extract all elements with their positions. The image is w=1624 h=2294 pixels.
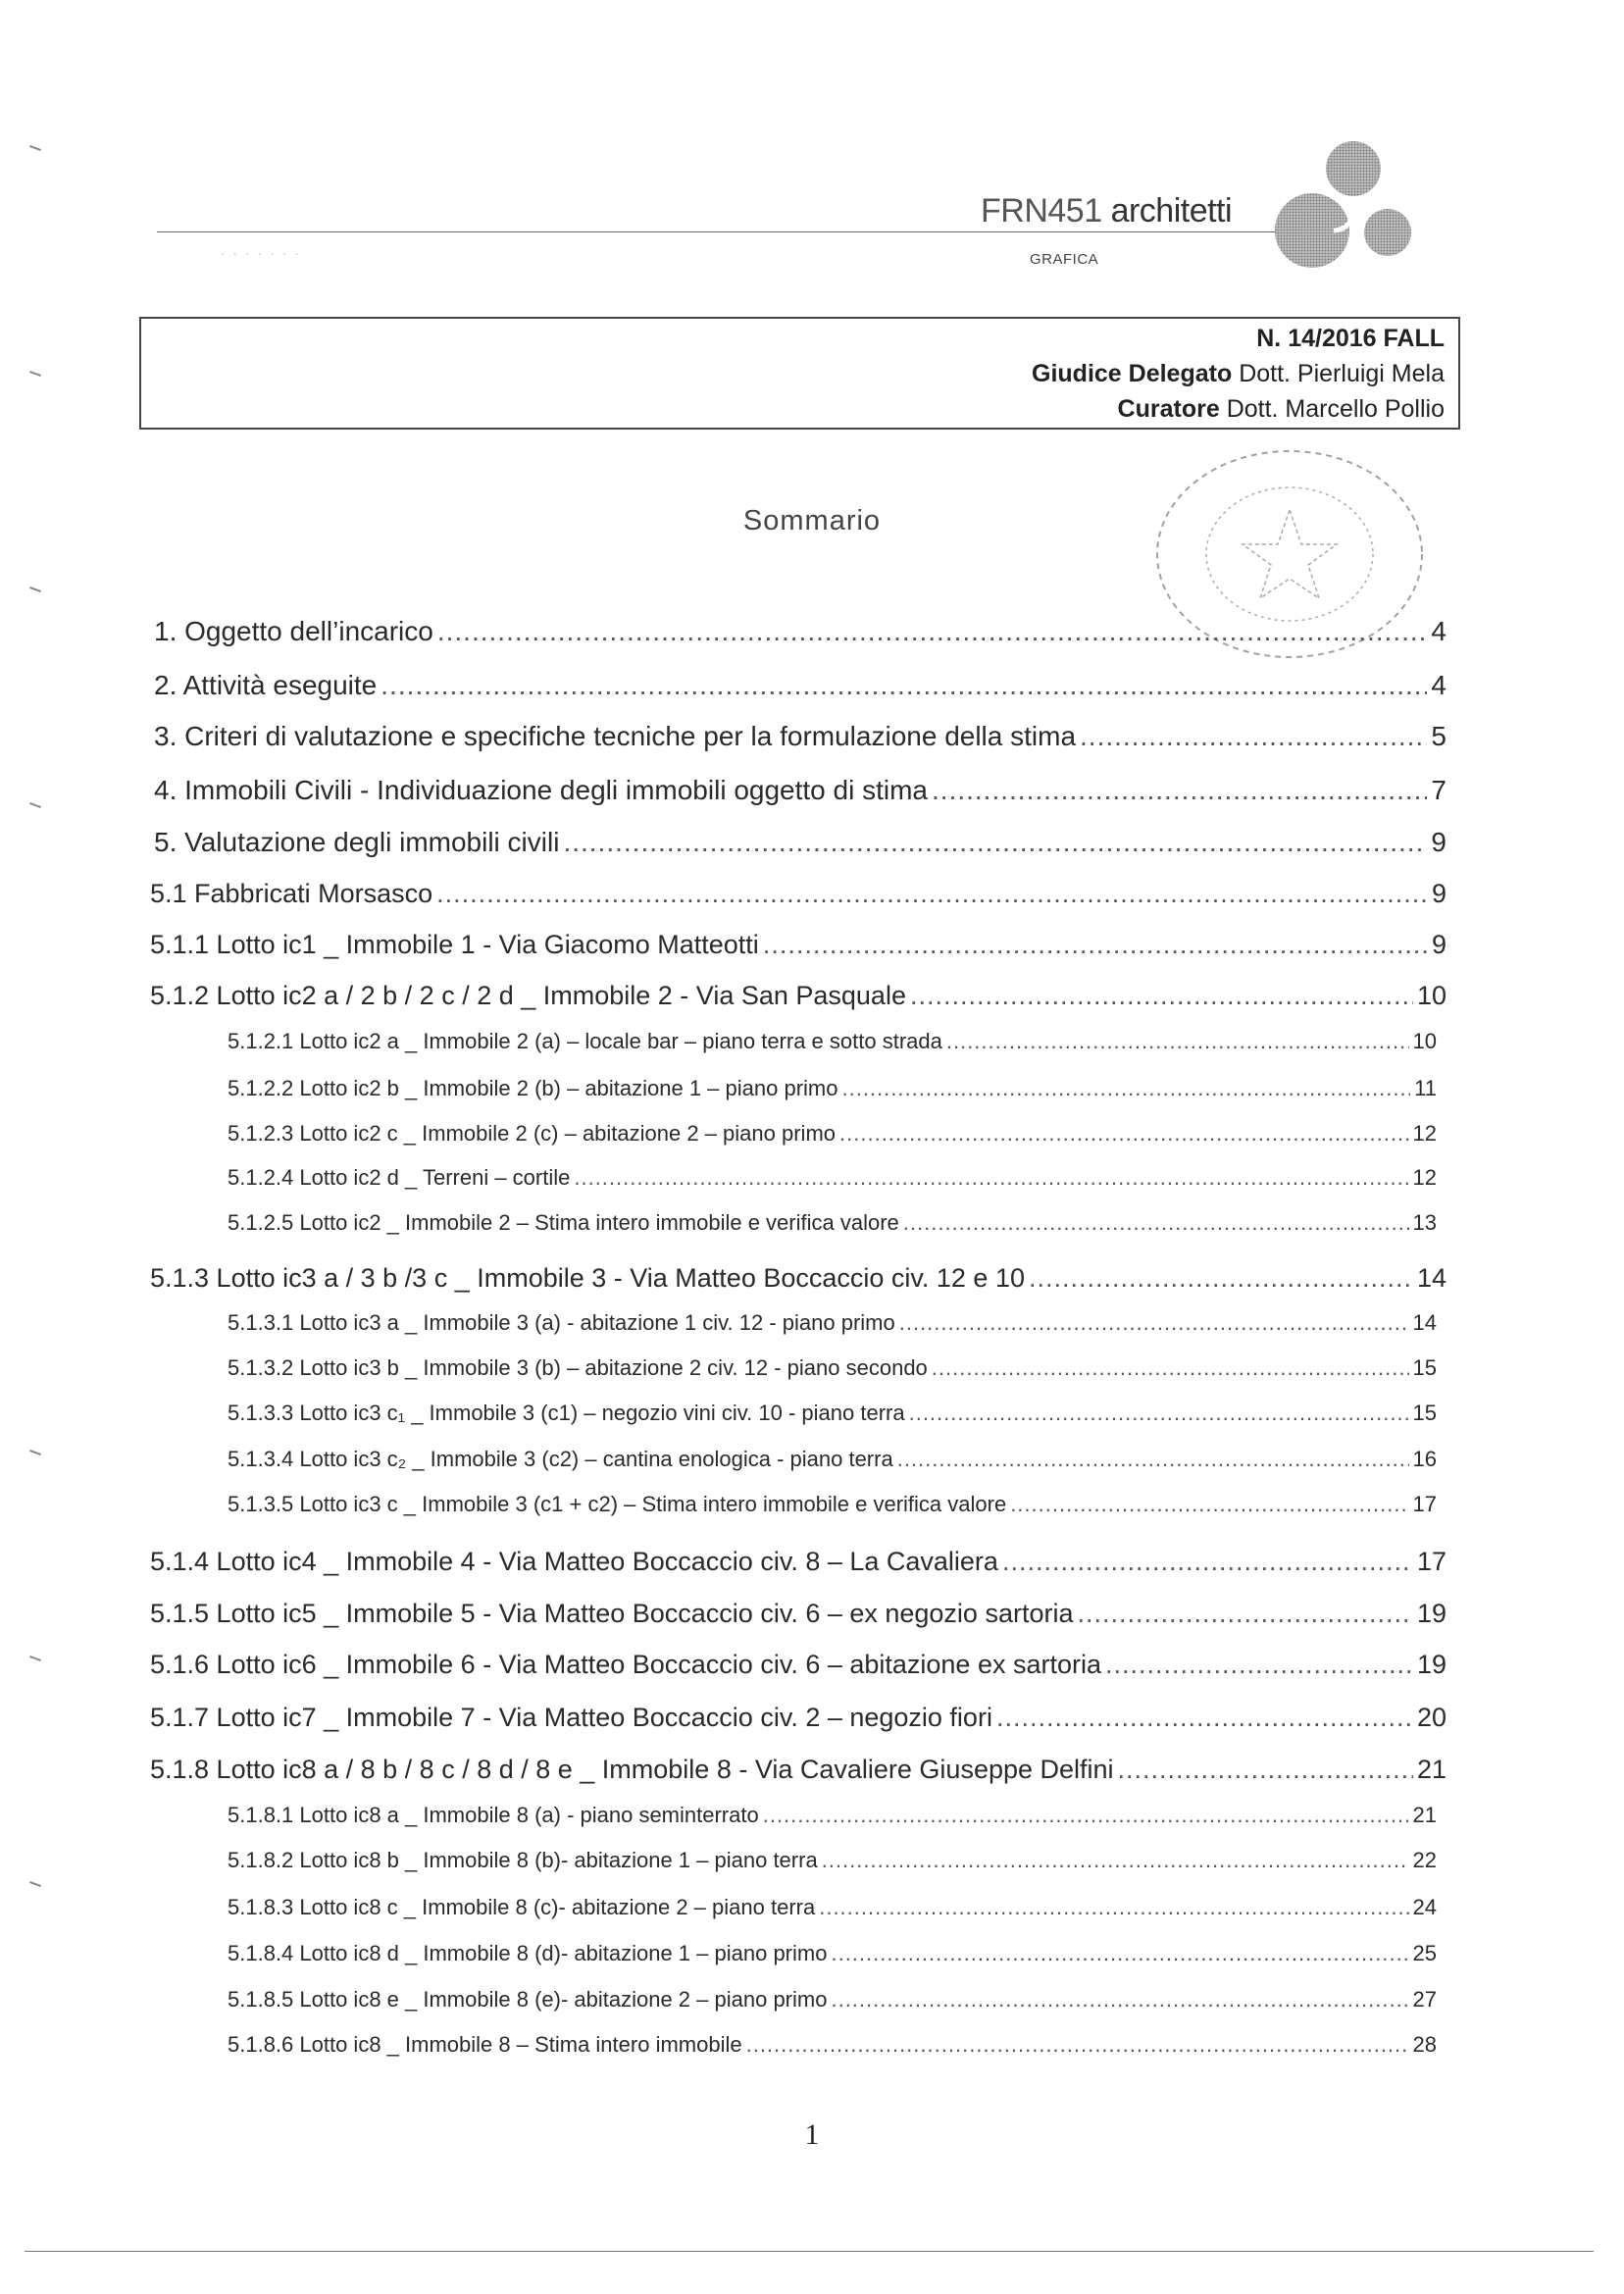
toc-entry-page: 12: [1412, 1165, 1437, 1190]
toc-entry[interactable]: [228, 1492, 1437, 1517]
toc-entry[interactable]: [228, 1165, 1437, 1191]
toc-entry-label: 5.1.1 Lotto ic1 _ Immobile 1 - Via Giacomo Matteotti: [150, 930, 759, 959]
toc-entry-page: 13: [1412, 1210, 1437, 1235]
toc-entry-label: 5.1.8.1 Lotto ic8 a _ Immobile 8 (a) - piano seminterrato: [228, 1803, 759, 1827]
toc-entry-label: 1. Oggetto dell’incarico: [154, 616, 433, 646]
header-rule: [157, 231, 1285, 232]
curator-line: [1118, 395, 1445, 424]
toc-entry-page: 5: [1431, 721, 1446, 751]
toc-leader-dots: [897, 1447, 1409, 1472]
toc-entry-page: 9: [1431, 879, 1446, 908]
toc-entry-page: 19: [1416, 1599, 1446, 1628]
toc-entry-label: 5.1.7 Lotto ic7 _ Immobile 7 - Via Matteo Boccaccio civ. 2 – negozio fiori: [150, 1703, 992, 1732]
judge-name: Dott. Pierluigi Mela: [1239, 360, 1445, 387]
toc-entry-page: 20: [1416, 1703, 1446, 1732]
toc-entry-label: 5.1.8.6 Lotto ic8 _ Immobile 8 – Stima intero immobile: [228, 2032, 742, 2057]
toc-entry-label: 5.1.8 Lotto ic8 a / 8 b / 8 c / 8 d / 8 e _ Immobile 8 - Via Cavaliere Giuseppe Delfini: [150, 1755, 1114, 1784]
logo-text: [981, 192, 1232, 230]
scan-mark: [29, 1450, 41, 1455]
toc-leader-dots: [910, 981, 1413, 1011]
toc-entry[interactable]: [154, 721, 1446, 752]
toc-entry-page: 10: [1416, 981, 1446, 1010]
toc-entry-label: 5.1.2.5 Lotto ic2 _ Immobile 2 – Stima intero immobile e verifica valore: [228, 1210, 899, 1235]
judge-line: [1032, 360, 1445, 388]
footer-rule: [25, 2251, 1594, 2252]
toc-entry-page: 15: [1412, 1401, 1437, 1425]
toc-entry[interactable]: [228, 1447, 1437, 1472]
toc-entry[interactable]: [228, 1848, 1437, 1873]
toc-entry[interactable]: [154, 670, 1446, 701]
toc-leader-dots: [1002, 1547, 1413, 1577]
toc-entry-page: 21: [1412, 1803, 1437, 1827]
toc-entry[interactable]: [228, 1210, 1437, 1236]
toc-entry[interactable]: [154, 827, 1446, 858]
toc-leader-dots: [1077, 1599, 1412, 1629]
toc-leader-dots: [1118, 1755, 1413, 1785]
toc-entry[interactable]: [228, 1941, 1437, 1966]
toc-entry-label: 5.1.3.4 Lotto ic3 c₂ _ Immobile 3 (c2) – cantina enologica - piano terra: [228, 1447, 893, 1471]
toc-entry[interactable]: [228, 1803, 1437, 1828]
toc-entry-label: 3. Criteri di valutazione e specifiche tecniche per la formulazione della stima: [154, 721, 1077, 751]
toc-entry[interactable]: [228, 1310, 1437, 1336]
logo-name: architetti: [1110, 192, 1233, 229]
toc-entry-page: 4: [1431, 670, 1446, 700]
toc-entry-label: 5.1.8.4 Lotto ic8 d _ Immobile 8 (d)- abitazione 1 – piano primo: [228, 1941, 828, 1965]
faint-scan-text: · · · · · · ·: [221, 245, 301, 261]
toc-entry-label: 5.1.4 Lotto ic4 _ Immobile 4 - Via Matteo Boccaccio civ. 8 – La Cavaliera: [150, 1547, 998, 1576]
scan-mark: [29, 1881, 41, 1887]
toc-entry-page: 19: [1416, 1650, 1446, 1679]
toc-leader-dots: [822, 1848, 1409, 1873]
toc-leader-dots: [763, 930, 1428, 960]
toc-leader-dots: [831, 1941, 1408, 1966]
toc-entry[interactable]: [228, 1401, 1437, 1426]
toc-entry-page: 9: [1431, 930, 1446, 959]
toc-entry[interactable]: [150, 1547, 1446, 1577]
page-number: 1: [804, 2118, 820, 2151]
toc-entry-label: 5.1.5 Lotto ic5 _ Immobile 5 - Via Matteo Boccaccio civ. 6 – ex negozio sartoria: [150, 1599, 1074, 1628]
toc-leader-dots: [841, 1076, 1410, 1101]
logo-circles-icon: [1265, 137, 1412, 284]
toc-leader-dots: [819, 1895, 1408, 1920]
toc-entry[interactable]: [150, 1703, 1446, 1733]
toc-entry-page: 27: [1412, 1987, 1437, 2012]
toc-entry-page: 16: [1412, 1447, 1437, 1471]
logo-number: FRN451: [981, 192, 1102, 229]
toc-leader-dots: [903, 1210, 1409, 1236]
toc-entry[interactable]: [150, 1650, 1446, 1680]
toc-entry-page: 17: [1416, 1547, 1446, 1576]
toc-leader-dots: [437, 616, 1428, 647]
toc-leader-dots: [563, 827, 1427, 858]
case-number: N. 14/2016 FALL: [1256, 325, 1445, 352]
toc-entry-label: 5.1.2.2 Lotto ic2 b _ Immobile 2 (b) – abitazione 1 – piano primo: [228, 1076, 838, 1100]
toc-entry[interactable]: [150, 981, 1446, 1011]
toc-entry[interactable]: [228, 1121, 1437, 1147]
toc-leader-dots: [946, 1029, 1409, 1054]
curator-name: Dott. Marcello Pollio: [1226, 395, 1445, 423]
toc-entry-page: 28: [1412, 2032, 1437, 2057]
toc-entry-label: 4. Immobili Civili - Individuazione degli immobili oggetto di stima: [154, 775, 928, 805]
toc-entry[interactable]: [154, 775, 1446, 806]
toc-entry-label: 5.1.3.2 Lotto ic3 b _ Immobile 3 (b) – abitazione 2 civ. 12 - piano secondo: [228, 1355, 928, 1380]
scan-mark: [29, 802, 41, 808]
toc-entry[interactable]: [228, 1895, 1437, 1920]
toc-leader-dots: [763, 1803, 1409, 1828]
toc-entry-page: 21: [1416, 1755, 1446, 1784]
judge-label: Giudice Delegato: [1032, 360, 1233, 387]
toc-entry-label: 5.1.6 Lotto ic6 _ Immobile 6 - Via Matteo Boccaccio civ. 6 – abitazione ex sartoria: [150, 1650, 1101, 1679]
toc-entry[interactable]: [150, 930, 1446, 960]
toc-entry-label: 5.1.2.4 Lotto ic2 d _ Terreni – cortile: [228, 1165, 571, 1190]
scan-mark: [29, 371, 41, 377]
toc-entry-page: 12: [1412, 1121, 1437, 1146]
toc-entry[interactable]: [150, 1263, 1446, 1294]
toc-leader-dots: [1029, 1263, 1413, 1294]
page-title: Sommario: [742, 505, 882, 536]
toc-entry[interactable]: [228, 1029, 1437, 1054]
case-info-box: [139, 317, 1460, 430]
toc-entry-label: 5.1.2.3 Lotto ic2 c _ Immobile 2 (c) – abitazione 2 – piano primo: [228, 1121, 837, 1146]
toc-leader-dots: [746, 2032, 1409, 2058]
toc-entry-page: 14: [1412, 1310, 1437, 1335]
toc-entry-label: 5.1.2 Lotto ic2 a / 2 b / 2 c / 2 d _ Immobile 2 - Via San Pasquale: [150, 981, 906, 1010]
toc-leader-dots: [1080, 721, 1427, 752]
toc-entry-page: 24: [1412, 1895, 1437, 1919]
toc-leader-dots: [839, 1121, 1409, 1147]
toc-leader-dots: [932, 1355, 1409, 1381]
toc-entry-label: 5.1.8.5 Lotto ic8 e _ Immobile 8 (e)- abitazione 2 – piano primo: [228, 1987, 828, 2012]
toc-leader-dots: [831, 1987, 1408, 2013]
toc-leader-dots: [996, 1703, 1413, 1733]
curator-label: Curatore: [1117, 395, 1220, 423]
toc-entry-label: 5.1.3.3 Lotto ic3 c₁ _ Immobile 3 (c1) – negozio vini civ. 10 - piano terra: [228, 1401, 905, 1425]
toc-entry-page: 4: [1431, 616, 1446, 646]
toc-entry-label: 5.1.3.5 Lotto ic3 c _ Immobile 3 (c1 + c2) – Stima intero immobile e verifica valore: [228, 1492, 1007, 1516]
toc-entry-label: 2. Attività eseguite: [154, 670, 378, 700]
toc-entry[interactable]: [228, 1987, 1437, 2013]
toc-entry-label: 5.1.2.1 Lotto ic2 a _ Immobile 2 (a) – locale bar – piano terra e sotto strada: [228, 1029, 942, 1053]
toc-entry-page: 11: [1414, 1076, 1437, 1100]
toc-entry[interactable]: [228, 1076, 1437, 1101]
toc-leader-dots: [909, 1401, 1409, 1426]
toc-leader-dots: [899, 1310, 1409, 1336]
toc-leader-dots: [1105, 1650, 1413, 1680]
toc-entry-page: 22: [1412, 1848, 1437, 1872]
toc-leader-dots: [574, 1165, 1408, 1191]
scan-mark: [29, 145, 41, 151]
toc-leader-dots: [381, 670, 1427, 701]
toc-leader-dots: [932, 775, 1427, 806]
toc-entry[interactable]: [154, 616, 1446, 647]
toc-entry[interactable]: [228, 1355, 1437, 1381]
toc-leader-dots: [1010, 1492, 1408, 1517]
toc-entry-label: 5.1.8.2 Lotto ic8 b _ Immobile 8 (b)- abitazione 1 – piano terra: [228, 1848, 818, 1872]
toc-leader-dots: [436, 879, 1428, 909]
toc-entry-label: 5.1 Fabbricati Morsasco: [150, 879, 433, 908]
toc-entry-page: 10: [1412, 1029, 1437, 1053]
toc-entry-page: 7: [1431, 775, 1446, 805]
toc-entry[interactable]: [150, 1755, 1446, 1785]
toc-entry-label: 5.1.8.3 Lotto ic8 c _ Immobile 8 (c)- abitazione 2 – piano terra: [228, 1895, 816, 1919]
toc-entry-label: 5. Valutazione degli immobili civili: [154, 827, 560, 857]
toc-entry-page: 15: [1412, 1355, 1437, 1380]
toc-entry-page: 17: [1412, 1492, 1437, 1516]
logo-subtitle: GRAFICA: [1030, 251, 1099, 268]
toc-entry[interactable]: [150, 879, 1446, 909]
toc-entry-label: 5.1.3.1 Lotto ic3 a _ Immobile 3 (a) - abitazione 1 civ. 12 - piano primo: [228, 1310, 895, 1335]
toc-entry[interactable]: [228, 2032, 1437, 2058]
toc-entry-page: 25: [1412, 1941, 1437, 1965]
toc-entry-page: 14: [1416, 1263, 1446, 1293]
toc-entry[interactable]: [150, 1599, 1446, 1629]
toc-entry-label: 5.1.3 Lotto ic3 a / 3 b /3 c _ Immobile 3 - Via Matteo Boccaccio civ. 12 e 10: [150, 1263, 1025, 1293]
scan-mark: [29, 586, 41, 592]
toc-entry-page: 9: [1431, 827, 1446, 857]
scan-mark: [29, 1656, 41, 1661]
